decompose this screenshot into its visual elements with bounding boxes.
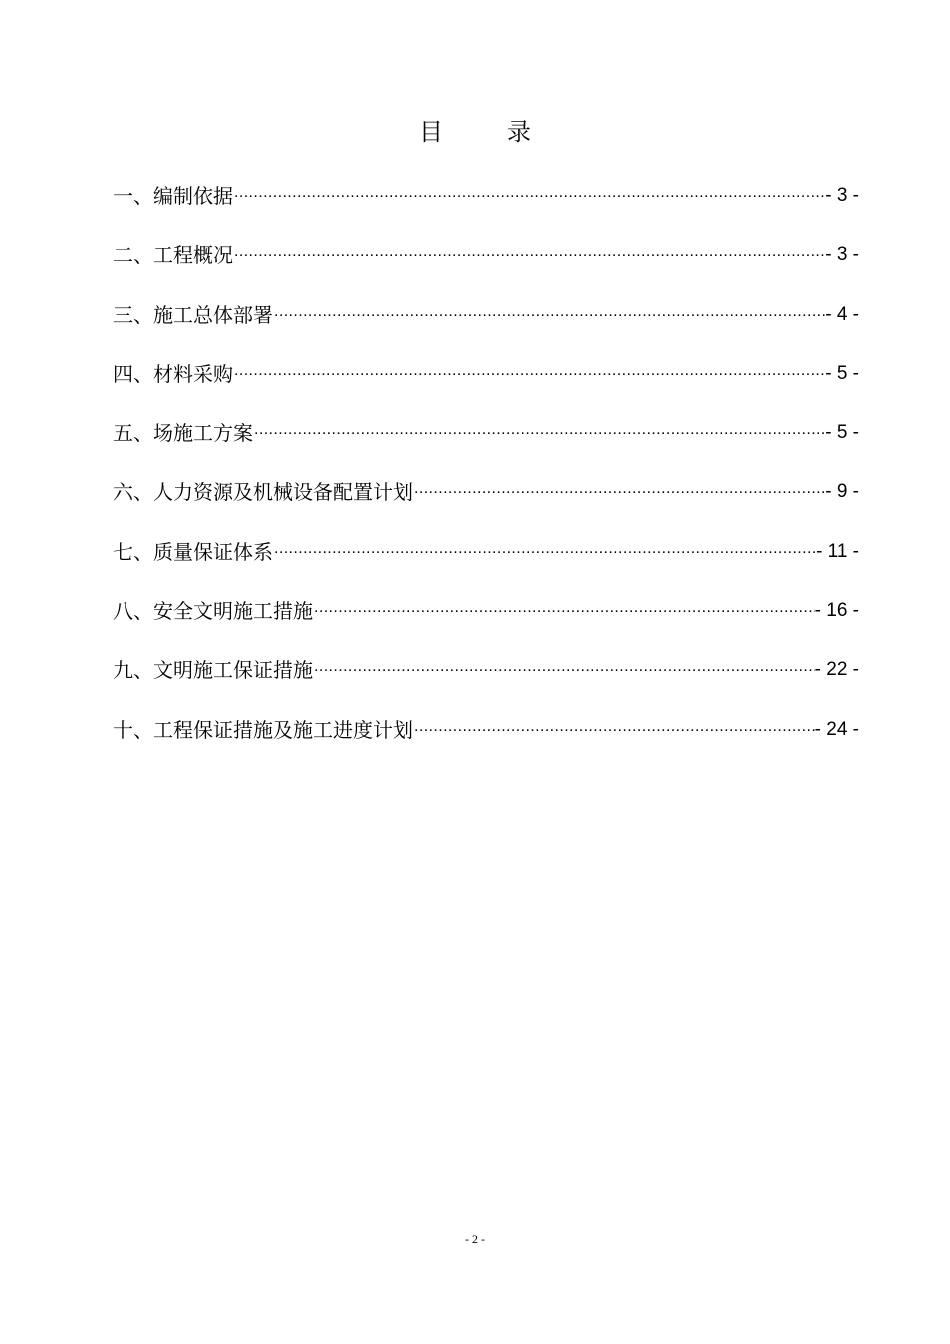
- toc-entry-label: 一、编制依据: [113, 184, 233, 208]
- toc-entry[interactable]: [113, 296, 859, 334]
- toc-dot-leader: [273, 296, 825, 334]
- toc-dot-leader: [313, 651, 815, 689]
- toc-entry-page: - 24 -: [814, 718, 859, 740]
- toc-dot-leader: [413, 711, 815, 749]
- toc-entry-page: - 9 -: [825, 481, 859, 503]
- toc-entry-label: 十、工程保证措施及施工进度计划: [113, 717, 413, 742]
- toc-entry-page: - 3 -: [825, 244, 859, 266]
- toc-entry[interactable]: [113, 355, 859, 393]
- toc-entry-page: - 5 -: [825, 422, 859, 444]
- page-number-footer: - 2 -: [465, 1232, 485, 1246]
- toc-list: [113, 177, 859, 770]
- toc-entry-label: 三、施工总体部署: [113, 302, 273, 327]
- toc-entry-page: - 3 -: [825, 185, 859, 206]
- toc-entry[interactable]: [113, 414, 859, 452]
- toc-entry[interactable]: [113, 592, 859, 630]
- toc-entry-label: 九、文明施工保证措施: [113, 658, 313, 683]
- toc-dot-leader: [233, 236, 825, 274]
- toc-entry-label: 四、材料采购: [113, 361, 233, 386]
- toc-entry-page: - 22 -: [814, 659, 859, 681]
- toc-entry-page: - 11 -: [816, 540, 859, 562]
- toc-entry-page: - 16 -: [814, 600, 859, 622]
- toc-entry[interactable]: [113, 236, 859, 274]
- toc-entry-label: 二、工程概况: [113, 243, 233, 268]
- toc-entry-page: - 5 -: [825, 362, 859, 384]
- toc-entry[interactable]: [113, 177, 859, 215]
- toc-entry-label: 七、质量保证体系: [113, 539, 273, 564]
- toc-entry[interactable]: [113, 473, 859, 511]
- toc-title-char-2: 录: [507, 118, 531, 146]
- toc-dot-leader: [273, 533, 816, 571]
- toc-dot-leader: [233, 177, 825, 215]
- toc-dot-leader: [253, 414, 825, 452]
- toc-entry-page: - 4 -: [825, 303, 859, 325]
- toc-entry[interactable]: [113, 533, 859, 571]
- toc-entry-label: 八、安全文明施工措施: [113, 599, 313, 624]
- toc-dot-leader: [313, 592, 815, 630]
- toc-dot-leader: [413, 473, 825, 511]
- toc-entry-label: 五、场施工方案: [113, 421, 253, 446]
- toc-title: [0, 112, 950, 147]
- toc-entry-label: 六、人力资源及机械设备配置计划: [113, 480, 413, 505]
- toc-entry[interactable]: [113, 711, 859, 749]
- toc-title-char-1: 目: [419, 118, 443, 146]
- toc-entry[interactable]: [113, 651, 859, 689]
- toc-dot-leader: [233, 355, 825, 393]
